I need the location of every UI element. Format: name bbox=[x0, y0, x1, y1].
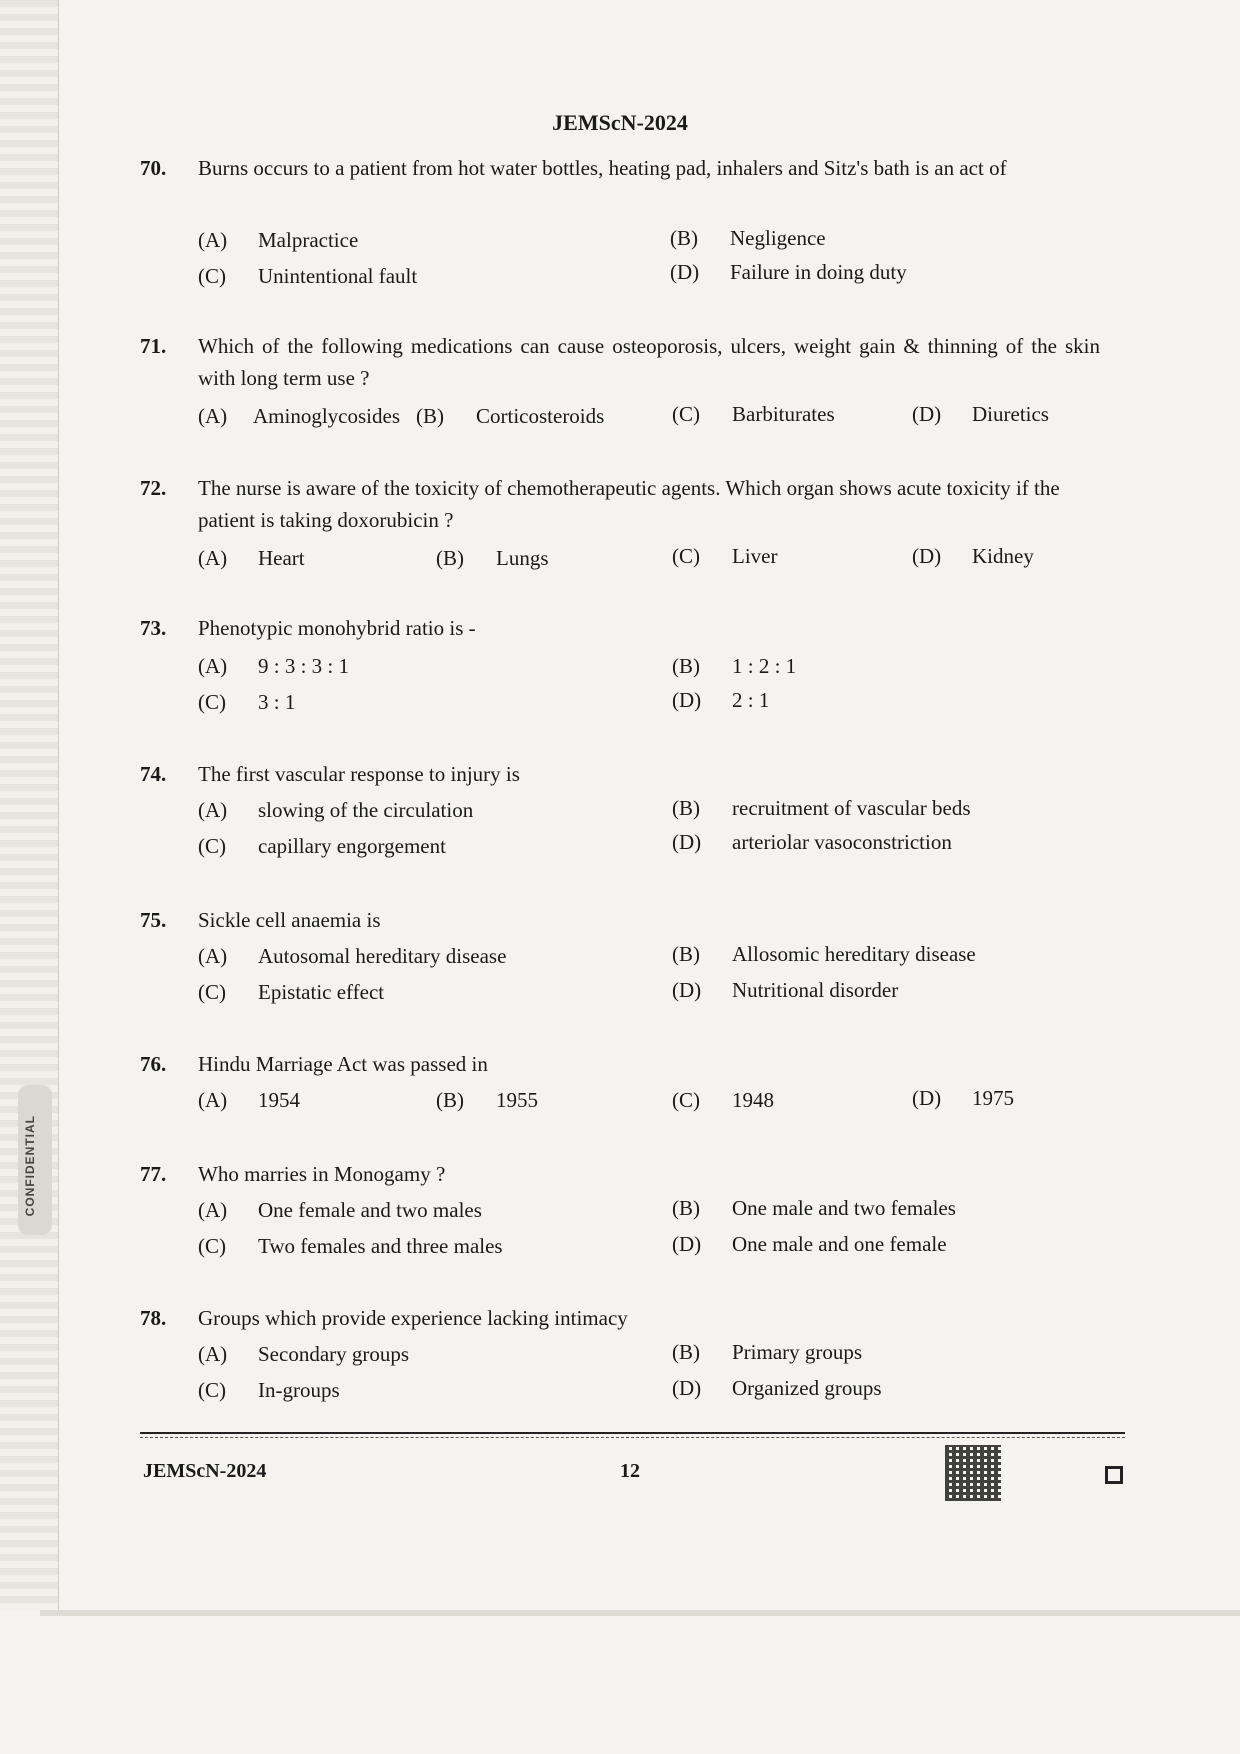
option-c[interactable]: (C) capillary engorgement bbox=[198, 834, 446, 858]
question-text: Phenotypic monohybrid ratio is - bbox=[198, 616, 476, 640]
option-a[interactable]: (A) One female and two males bbox=[198, 1198, 482, 1222]
option-a[interactable]: (A) Heart bbox=[198, 546, 305, 570]
scan-edge bbox=[0, 0, 59, 1610]
question-text: Which of the following medications can cause osteoporosis, ulcers, weight gain & thinning of the skin with long term use ? bbox=[198, 334, 1100, 390]
option-b[interactable]: (B) Corticosteroids bbox=[416, 404, 605, 428]
scan-shadow bbox=[40, 1610, 1240, 1616]
question-75 bbox=[140, 904, 1100, 1004]
option-d[interactable]: (D) One male and one female bbox=[672, 1232, 947, 1256]
question-number: 74. bbox=[140, 762, 167, 786]
option-b[interactable]: (B) recruitment of vascular beds bbox=[672, 796, 971, 820]
option-c[interactable]: (C) In-groups bbox=[198, 1378, 340, 1402]
option-b[interactable]: (B) Primary groups bbox=[672, 1340, 863, 1364]
page-title: JEMScN-2024 bbox=[552, 110, 688, 135]
option-d[interactable]: (D) Failure in doing duty bbox=[670, 260, 907, 284]
question-72 bbox=[140, 472, 1100, 570]
question-77 bbox=[140, 1158, 1100, 1258]
option-d[interactable]: (D) Diuretics bbox=[912, 402, 1049, 426]
footer-code: JEMScN-2024 bbox=[143, 1460, 267, 1482]
option-b[interactable]: (B) 1955 bbox=[436, 1088, 538, 1112]
option-c[interactable]: (C) Barbiturates bbox=[672, 402, 835, 426]
option-d[interactable]: (D) 1975 bbox=[912, 1086, 1014, 1110]
question-number: 71. bbox=[140, 334, 167, 358]
option-c[interactable]: (C) Unintentional fault bbox=[198, 264, 418, 288]
option-c[interactable]: (C) 1948 bbox=[672, 1088, 774, 1112]
question-number: 75. bbox=[140, 908, 167, 932]
question-number: 72. bbox=[140, 476, 167, 500]
option-b[interactable]: (B) One male and two females bbox=[672, 1196, 956, 1220]
qr-code-icon bbox=[945, 1445, 1001, 1501]
question-text: The nurse is aware of the toxicity of chemotherapeutic agents. Which organ shows acute toxicity if the patient is taking doxorubicin ? bbox=[198, 476, 1060, 532]
option-d[interactable]: (D) Organized groups bbox=[672, 1376, 882, 1400]
option-a[interactable]: (A) Aminoglycosides bbox=[198, 404, 400, 428]
square-mark-icon bbox=[1105, 1466, 1123, 1484]
question-text: Who marries in Monogamy ? bbox=[198, 1162, 446, 1186]
option-a[interactable]: (A) Autosomal hereditary disease bbox=[198, 944, 507, 968]
footer-divider-dashed bbox=[140, 1437, 1125, 1438]
option-d[interactable]: (D) arteriolar vasoconstriction bbox=[672, 830, 952, 854]
option-b[interactable]: (B) Negligence bbox=[670, 226, 826, 250]
option-a[interactable]: (A) 9 : 3 : 3 : 1 bbox=[198, 654, 350, 678]
question-text: Hindu Marriage Act was passed in bbox=[198, 1052, 488, 1076]
question-number: 76. bbox=[140, 1052, 167, 1076]
page-number: 12 bbox=[620, 1460, 640, 1482]
question-71 bbox=[140, 330, 1100, 428]
option-a[interactable]: (A) Malpractice bbox=[198, 228, 359, 252]
question-78 bbox=[140, 1302, 1100, 1402]
option-d[interactable]: (D) 2 : 1 bbox=[672, 688, 770, 712]
question-70 bbox=[140, 152, 1100, 288]
option-a[interactable]: (A) 1954 bbox=[198, 1088, 300, 1112]
question-73 bbox=[140, 612, 1100, 714]
question-number: 70. bbox=[140, 156, 167, 180]
option-c[interactable]: (C) Two females and three males bbox=[198, 1234, 503, 1258]
question-text: Groups which provide experience lacking intimacy bbox=[198, 1306, 628, 1330]
option-b[interactable]: (B) Lungs bbox=[436, 546, 549, 570]
option-c[interactable]: (C) Liver bbox=[672, 544, 778, 568]
option-c[interactable]: (C) Epistatic effect bbox=[198, 980, 385, 1004]
option-a[interactable]: (A) Secondary groups bbox=[198, 1342, 410, 1366]
option-a[interactable]: (A) slowing of the circulation bbox=[198, 798, 474, 822]
question-76 bbox=[140, 1048, 1100, 1112]
question-text: The first vascular response to injury is bbox=[198, 762, 520, 786]
option-d[interactable]: (D) Nutritional disorder bbox=[672, 978, 899, 1002]
question-text: Sickle cell anaemia is bbox=[198, 908, 381, 932]
footer-divider bbox=[140, 1432, 1125, 1434]
question-text: Burns occurs to a patient from hot water bottles, heating pad, inhalers and Sitz's bath is an act of bbox=[198, 156, 1007, 180]
confidential-stamp: CONFIDENTIAL bbox=[18, 1085, 52, 1235]
option-c[interactable]: (C) 3 : 1 bbox=[198, 690, 296, 714]
question-74 bbox=[140, 758, 1100, 858]
option-d[interactable]: (D) Kidney bbox=[912, 544, 1034, 568]
option-b[interactable]: (B) Allosomic hereditary disease bbox=[672, 942, 976, 966]
option-b[interactable]: (B) 1 : 2 : 1 bbox=[672, 654, 797, 678]
question-number: 77. bbox=[140, 1162, 167, 1186]
question-number: 78. bbox=[140, 1306, 167, 1330]
question-number: 73. bbox=[140, 616, 167, 640]
